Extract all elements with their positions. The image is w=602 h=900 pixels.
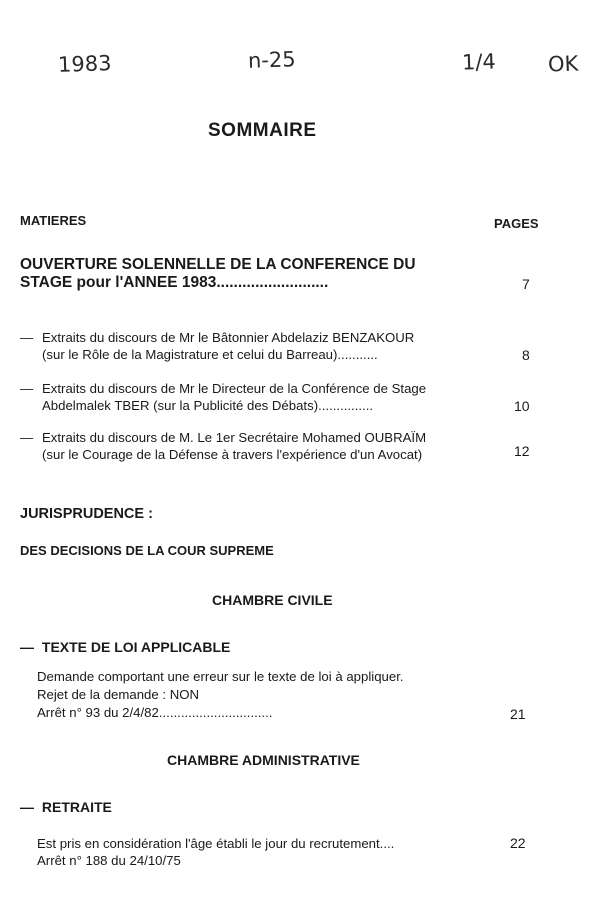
decisions-heading: DES DECISIONS DE LA COUR SUPREME [20, 543, 274, 558]
retraite-line2: Arrêt n° 188 du 24/10/75 [37, 853, 181, 868]
opening-line1: OUVERTURE SOLENNELLE DE LA CONFERENCE DU [20, 256, 416, 273]
opening-page: 7 [522, 276, 530, 292]
extract-1-line2: (sur le Rôle de la Magistrature et celui du Barreau)........... [42, 347, 378, 362]
texte-loi-heading-label: TEXTE DE LOI APPLICABLE [41, 639, 231, 655]
extract-3 [20, 429, 427, 462]
retraite-line1: Est pris en considération l'âge établi le jour du recrutement.... [37, 836, 395, 851]
jurisprudence-heading: JURISPRUDENCE : [20, 506, 153, 522]
extract-1-page: 8 [522, 347, 530, 363]
dash: — [20, 330, 34, 345]
extract-2-line2: Abdelmalek TBER (sur la Publicité des Débats)............... [42, 398, 374, 413]
texte-loi-line3: Arrêt n° 93 du 2/4/82............................... [37, 705, 273, 720]
extract-2-line1: Extraits du discours de Mr le Directeur de la Conférence de Stage [42, 381, 427, 396]
texte-loi-heading [20, 639, 230, 655]
dash: — [20, 430, 34, 445]
retraite-page: 22 [510, 835, 526, 851]
handwritten-number: n-25 [247, 47, 297, 73]
handwritten-page-ref: 1/4 [461, 49, 497, 75]
page-title: SOMMAIRE [208, 120, 317, 141]
retraite-heading [20, 799, 112, 815]
extract-3-line1: Extraits du discours de M. Le 1er Secrétaire Mohamed OUBRAÏM [42, 430, 427, 445]
pages-header: PAGES [494, 216, 539, 231]
dash: — [20, 799, 34, 815]
extract-1-line1: Extraits du discours de Mr le Bâtonnier Abdelaziz BENZAKOUR [42, 330, 415, 345]
texte-loi-page: 21 [510, 706, 526, 722]
extract-1 [20, 329, 415, 362]
chambre-civile-heading: CHAMBRE CIVILE [212, 592, 333, 608]
extract-2-page: 10 [514, 398, 530, 414]
extract-3-page: 12 [514, 443, 530, 459]
dash: — [20, 639, 34, 655]
retraite-heading-label: RETRAITE [41, 799, 112, 815]
extract-3-line2: (sur le Courage de la Défense à travers l'expérience d'un Avocat) [42, 447, 423, 462]
matieres-header: MATIERES [20, 213, 87, 228]
texte-loi-line1: Demande comportant une erreur sur le texte de loi à appliquer. [37, 669, 404, 684]
handwritten-year: 1983 [57, 51, 112, 77]
opening-line2: STAGE pour l'ANNEE 1983.......................... [20, 274, 329, 291]
extract-2 [20, 380, 427, 413]
handwritten-status: OK [547, 51, 579, 77]
dash: — [20, 381, 34, 396]
chambre-admin-heading: CHAMBRE ADMINISTRATIVE [167, 752, 360, 768]
texte-loi-line2: Rejet de la demande : NON [37, 687, 199, 702]
